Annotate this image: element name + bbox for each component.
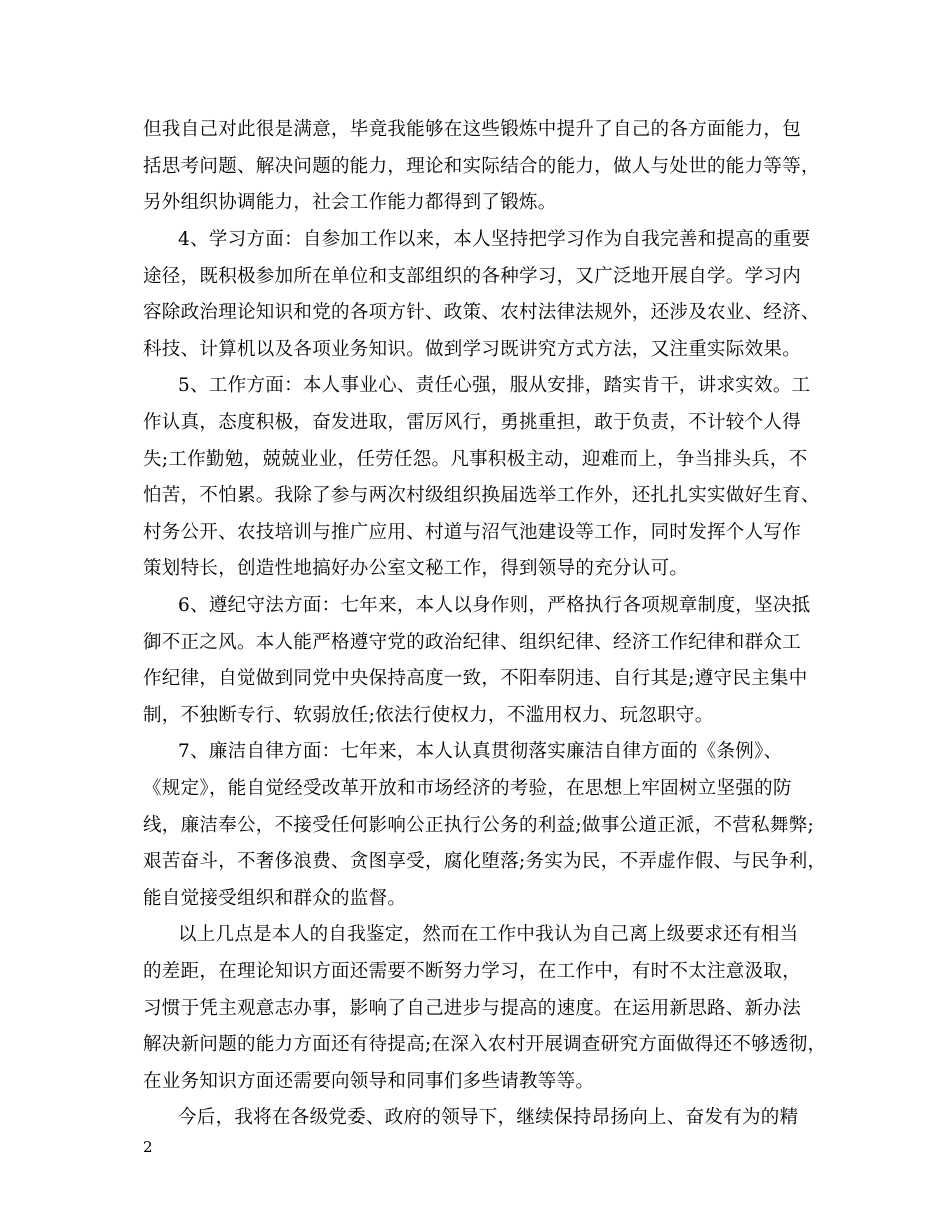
text-line: 艰苦奋斗，不奢侈浪费、贪图享受，腐化堕落;务实为民，不弄虚作假、与民争利， xyxy=(143,851,827,872)
text-line: 作认真，态度积极，奋发进取，雷厉风行，勇挑重担，敢于负责，不计较个人得 xyxy=(143,412,802,433)
text-line: 怕苦，不怕累。我除了参与两次村级组织换届选举工作外，还扎扎实实做好生育、 xyxy=(143,485,820,506)
text-line: 但我自己对此很是满意，毕竟我能够在这些锻炼中提升了自己的各方面能力，包 xyxy=(143,119,802,140)
text-line: 括思考问题、解决问题的能力，理论和实际结合的能力，做人与处世的能力等等， xyxy=(143,156,820,177)
text-line: 容除政治理论知识和党的各项方针、政策、农村法律法规外，还涉及农业、经济、 xyxy=(143,302,820,323)
text-line: 科技、计算机以及各项业务知识。做到学习既讲究方式方法，又注重实际效果。 xyxy=(143,339,802,360)
text-line: 村务公开、农技培训与推广应用、村道与沼气池建设等工作，同时发挥个人写作 xyxy=(143,522,802,543)
text-line: 《规定》，能自觉经受改革开放和市场经济的考验，在思想上牢固树立坚强的防 xyxy=(143,778,792,799)
text-line: 策划特长，创造性地搞好办公室文秘工作，得到领导的充分认可。 xyxy=(143,558,689,579)
text-line: 的差距，在理论知识方面还需要不断努力学习，在工作中，有时不太注意汲取， xyxy=(143,961,802,982)
text-line: 御不正之风。本人能严格遵守党的政治纪律、组织纪律、经济工作纪律和群众工 xyxy=(143,632,802,653)
text-line: 失;工作勤勉，兢兢业业，任劳任怨。凡事积极主动，迎难而上，争当排头兵，不 xyxy=(143,449,808,470)
text-line: 制，不独断专行、软弱放任;依法行使权力，不滥用权力、玩忽职守。 xyxy=(143,705,714,726)
text-line: 6、遵纪守法方面：七年来，本人以身作则，严格执行各项规章制度，坚决抵 xyxy=(178,595,811,616)
text-line: 解决新问题的能力方面还有待提高;在深入农村开展调查研究方面做得还不够透彻， xyxy=(143,1034,827,1055)
text-line: 作纪律，自觉做到同党中央保持高度一致，不阳奉阴违、自行其是;遵守民主集中 xyxy=(143,668,808,689)
text-line: 5、工作方面：本人事业心、责任心强，服从安排，踏实肯干，讲求实效。工 xyxy=(178,375,811,396)
text-line: 以上几点是本人的自我鉴定，然而在工作中我认为自己离上级要求还有相当 xyxy=(178,924,799,945)
text-line: 途径，既积极参加所在单位和支部组织的各种学习，又广泛地开展自学。学习内 xyxy=(143,266,802,287)
text-line: 在业务知识方面还需要向领导和同事们多些请教等等。 xyxy=(143,1071,595,1092)
page-number: 2 xyxy=(143,1138,153,1156)
text-line: 能自觉接受组织和群众的监督。 xyxy=(143,888,407,909)
text-line: 习惯于凭主观意志办事，影响了自己进步与提高的速度。在运用新思路、新办法 xyxy=(143,998,802,1019)
text-line: 4、学习方面：自参加工作以来，本人坚持把学习作为自我完善和提高的重要 xyxy=(178,229,811,250)
text-line: 7、廉洁自律方面：七年来，本人认真贯彻落实廉洁自律方面的《条例》、 xyxy=(178,741,783,762)
text-line: 另外组织协调能力，社会工作能力都得到了锻炼。 xyxy=(143,192,557,213)
text-line: 线，廉洁奉公，不接受任何影响公正执行公务的利益;做事公道正派，不营私舞弊; xyxy=(143,815,815,836)
text-line: 今后，我将在各级党委、政府的领导下，继续保持昂扬向上、奋发有为的精 xyxy=(178,1107,799,1128)
